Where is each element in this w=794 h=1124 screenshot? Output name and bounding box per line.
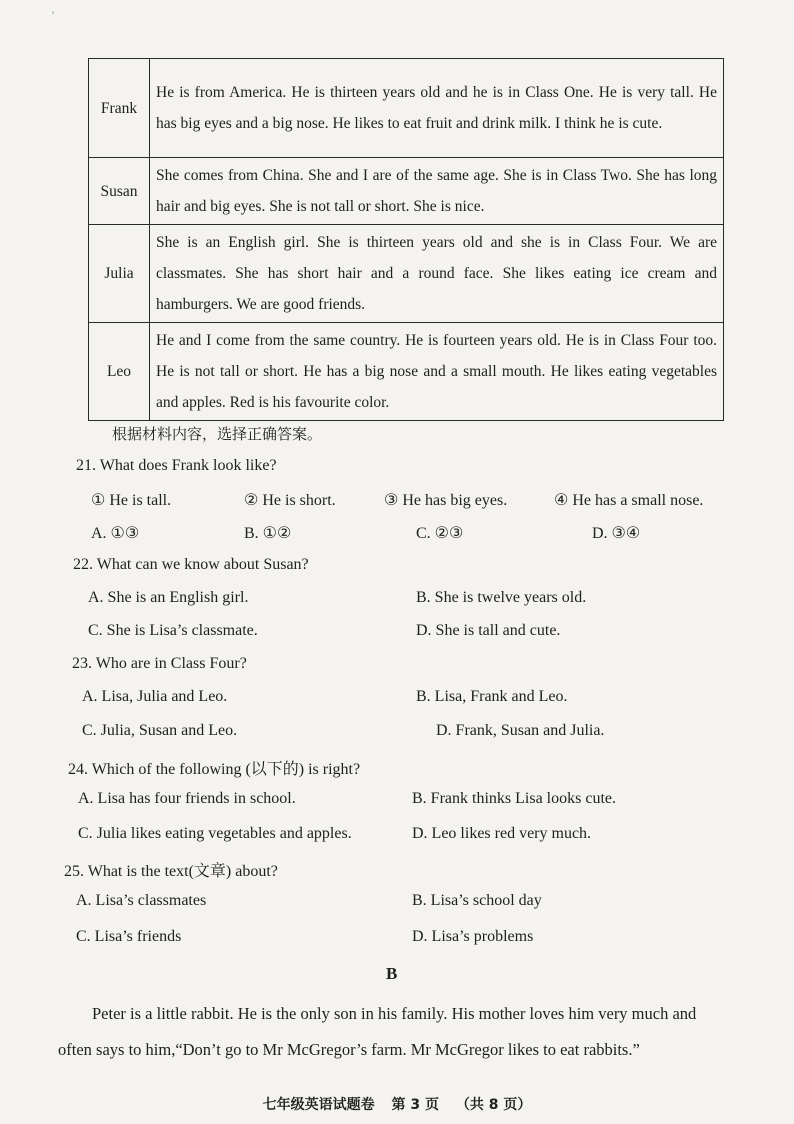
option-a[interactable]: A. Lisa’s classmates — [76, 892, 207, 909]
scan-mark: ' — [52, 8, 55, 22]
profile-description: She is an English girl. She is thirteen years old and she is in Class Four. We are classmates. She has short hair and a round face. She likes eating ice cream and hamburgers. We are good friends. — [150, 225, 724, 323]
option-b[interactable]: B. Frank thinks Lisa looks cute. — [412, 790, 616, 807]
table-row — [89, 59, 724, 158]
table-row — [89, 225, 724, 323]
statement-4: ④ He has a small nose. — [554, 492, 704, 509]
option-a[interactable]: A. She is an English girl. — [88, 589, 249, 606]
page-footer — [0, 1094, 794, 1114]
profile-name: Frank — [89, 59, 150, 158]
table-row — [89, 323, 724, 421]
option-c[interactable]: C. Julia likes eating vegetables and apples. — [78, 825, 352, 842]
question-22-stem: 22. What can we know about Susan? — [73, 556, 309, 573]
option-a[interactable]: A. ①③ — [91, 525, 140, 542]
option-b[interactable]: B. Lisa, Frank and Leo. — [416, 688, 568, 705]
option-b[interactable]: B. Lisa’s school day — [412, 892, 542, 909]
statement-1: ① He is tall. — [91, 492, 172, 509]
question-24-stem: 24. Which of the following (以下的) is right? — [68, 761, 361, 778]
option-a[interactable]: A. Lisa, Julia and Leo. — [82, 688, 228, 705]
footer-paper-title: 七年级英语试题卷 — [262, 1097, 375, 1113]
passage-b-text: Peter is a little rabbit. He is the only son in his family. His mother loves him very much and often says to him,“Don’t go to Mr McGregor’s farm. Mr McGregor likes to eat rabbits.” — [58, 1004, 697, 1059]
student-profiles-table — [88, 58, 724, 421]
question-25-stem: 25. What is the text(文章) about? — [64, 863, 278, 880]
statement-2: ② He is short. — [244, 492, 336, 509]
option-d[interactable]: D. Leo likes red very much. — [412, 825, 592, 842]
footer-total-pages: （共 8 页） — [455, 1097, 532, 1113]
profile-name: Susan — [89, 158, 150, 225]
option-b[interactable]: B. ①② — [244, 525, 292, 542]
option-c[interactable]: C. Julia, Susan and Leo. — [82, 722, 238, 739]
option-c[interactable]: C. Lisa’s friends — [76, 928, 182, 945]
section-b-heading: B — [386, 964, 398, 983]
instruction-text: 根据材料内容，选择正确答案。 — [112, 425, 323, 443]
option-d[interactable]: D. Frank, Susan and Julia. — [436, 722, 605, 739]
option-b[interactable]: B. She is twelve years old. — [416, 589, 587, 606]
table-row — [89, 158, 724, 225]
option-c[interactable]: C. ②③ — [416, 525, 464, 542]
profile-description: He and I come from the same country. He is fourteen years old. He is in Class Four too. He is not tall or short. He has a big nose and a small mouth. He likes eating vegetables and apples. Red is his favourite color. — [150, 323, 724, 421]
option-a[interactable]: A. Lisa has four friends in school. — [78, 790, 296, 807]
profile-name: Leo — [89, 323, 150, 421]
statement-3: ③ He has big eyes. — [384, 492, 508, 509]
profile-name: Julia — [89, 225, 150, 323]
option-d[interactable]: D. ③④ — [592, 525, 641, 542]
option-d[interactable]: D. She is tall and cute. — [416, 622, 561, 639]
option-d[interactable]: D. Lisa’s problems — [412, 928, 534, 945]
profile-description: She comes from China. She and I are of the same age. She is in Class Two. She has long hair and big eyes. She is not tall or short. She is nice. — [150, 158, 724, 225]
question-23-stem: 23. Who are in Class Four? — [72, 655, 247, 672]
profile-description: He is from America. He is thirteen years old and he is in Class One. He is very tall. He has big eyes and a big nose. He likes to eat fruit and drink milk. I think he is cute. — [150, 59, 724, 158]
footer-page-number: 第 3 页 — [391, 1097, 439, 1113]
question-21-stem: 21. What does Frank look like? — [76, 457, 277, 474]
option-c[interactable]: C. She is Lisa’s classmate. — [88, 622, 258, 639]
